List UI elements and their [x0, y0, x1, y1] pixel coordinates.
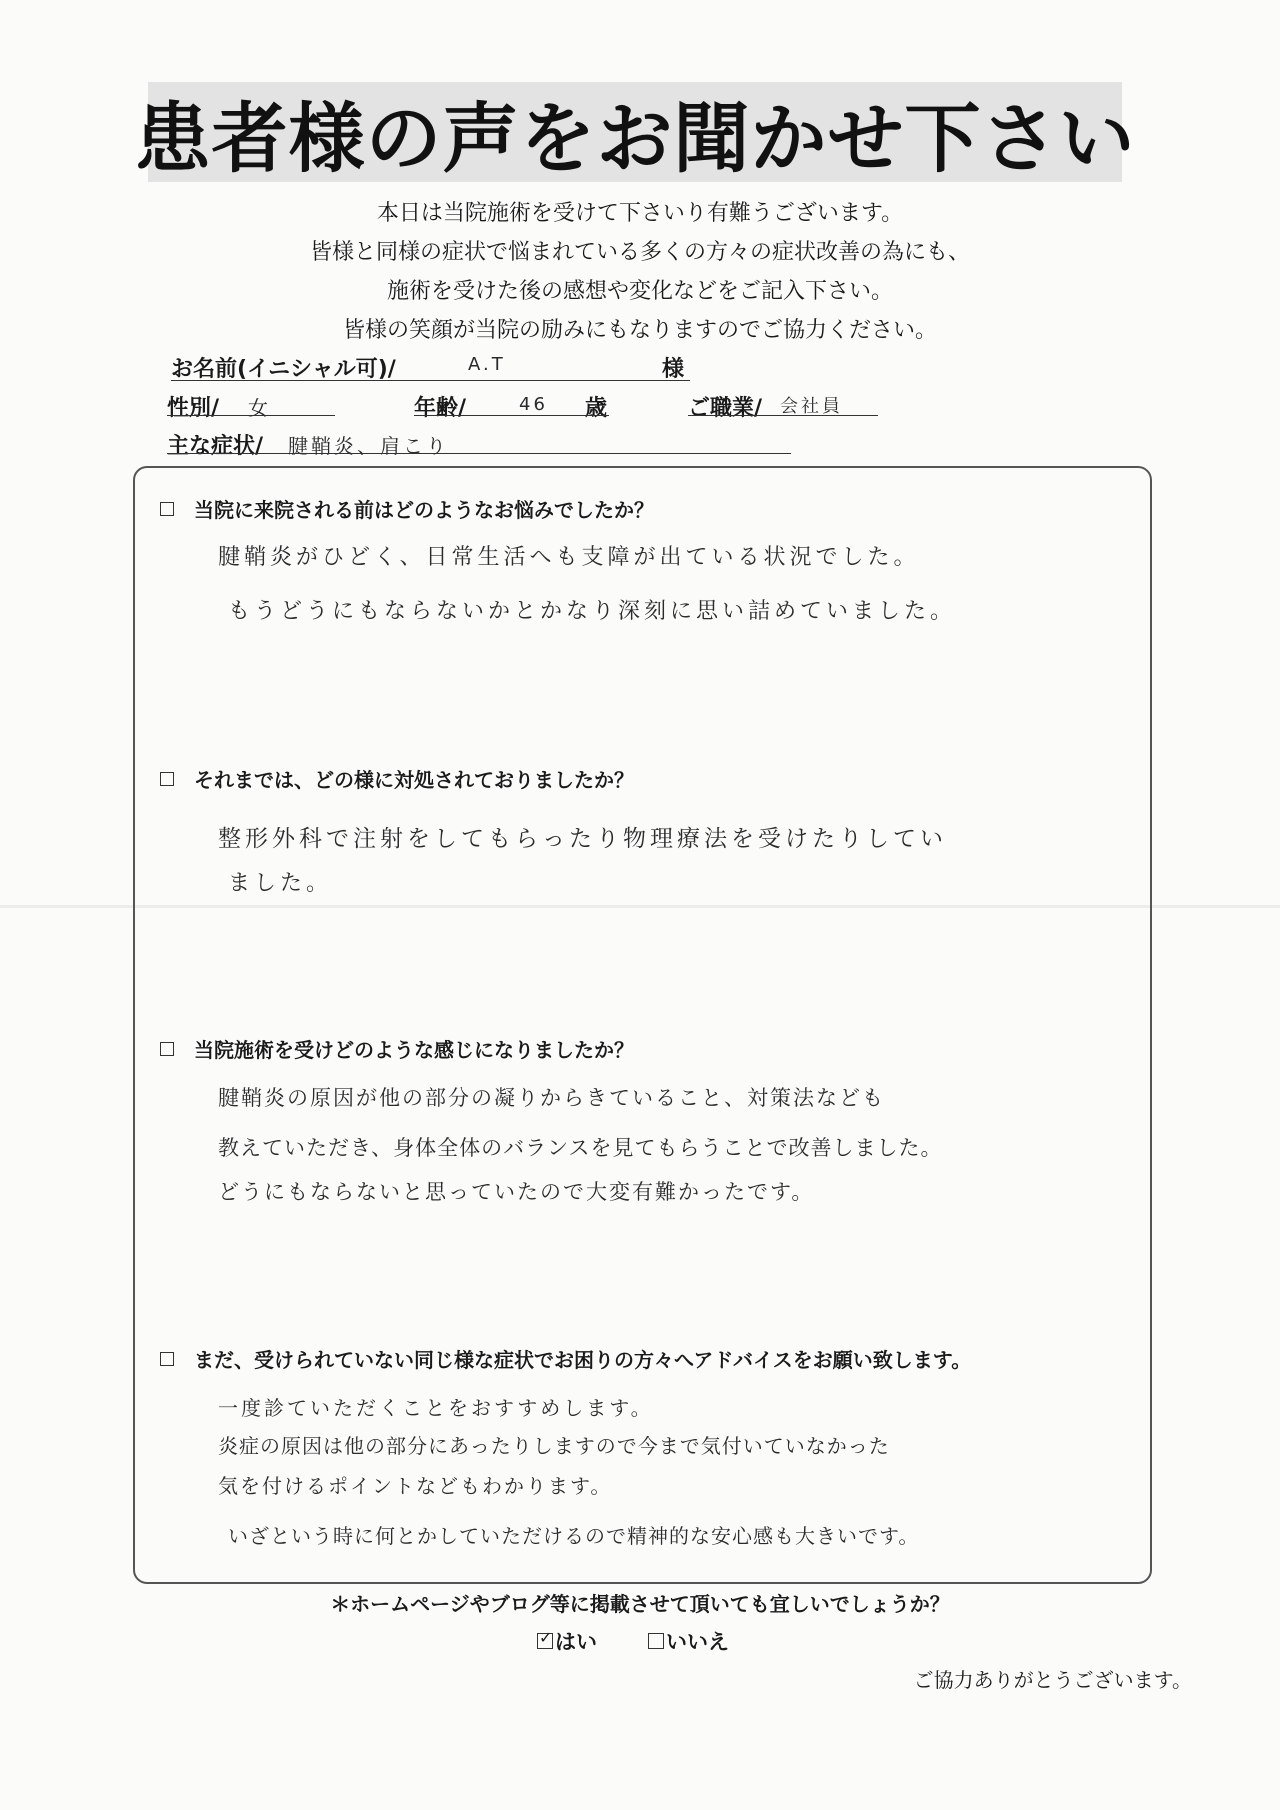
checkbox-icon — [160, 502, 174, 516]
job-underline — [688, 415, 878, 416]
checkmark-icon: ✓ — [539, 1628, 553, 1647]
answer-2-line: 整形外科で注射をしてもらったり物理療法を受けたりしてい — [218, 826, 947, 852]
checkbox-icon — [160, 1042, 174, 1056]
gender-label: 性別/ — [167, 396, 220, 421]
consent-yes-label: はい — [555, 1630, 597, 1654]
intro-line: 本日は当院施術を受けて下さいり有難うございます。 — [376, 201, 904, 226]
answer-4-line: 一度診ていただくことをおすすめします。 — [218, 1396, 654, 1420]
symptom-underline — [167, 453, 791, 454]
question-2-label: それまでは、どの様に対処されておりましたか？ — [194, 768, 634, 792]
answer-2-line: ました。 — [228, 871, 333, 896]
checkbox-icon — [160, 772, 174, 786]
intro-line: 皆様の笑顔が当院の励みにもなりますのでご協力ください。 — [342, 318, 937, 343]
consent-no-label: いいえ — [666, 1630, 729, 1654]
job-value: 会社員 — [780, 396, 843, 417]
question-3 — [160, 1034, 634, 1063]
answer-3-line: 腱鞘炎の原因が他の部分の凝りからきていること、対策法なども — [218, 1086, 885, 1110]
question-3-label: 当院施術を受けどのような感じになりましたか？ — [194, 1038, 634, 1062]
name-suffix: 様 — [662, 357, 685, 382]
question-1 — [160, 494, 654, 523]
gender-underline — [167, 415, 335, 416]
page-title: 患者様の声をお聞かせ下さい — [134, 93, 1136, 183]
question-4 — [160, 1344, 971, 1373]
checkbox-icon[interactable] — [648, 1633, 664, 1649]
consent-yes-option[interactable] — [537, 1626, 597, 1656]
checkbox-checked-icon[interactable] — [537, 1628, 553, 1649]
age-suffix: 歳 — [585, 396, 608, 421]
question-2 — [160, 764, 634, 793]
answer-3-line: 教えていただき、身体全体のバランスを見てもらうことで改善しました。 — [218, 1136, 943, 1160]
answer-1-line: 腱鞘炎がひどく、日常生活へも支障が出ている状況でした。 — [218, 545, 920, 570]
answer-1-line: もうどうにもならないかとかなり深刻に思い詰めていました。 — [228, 599, 957, 624]
consent-no-option[interactable] — [648, 1626, 729, 1656]
answer-4-line: 気を付けるポイントなどもわかります。 — [218, 1474, 613, 1498]
job-label: ご職業/ — [688, 396, 763, 421]
name-value: A.T — [468, 354, 506, 375]
question-1-label: 当院に来院される前はどのようなお悩みでしたか？ — [194, 498, 654, 522]
intro-line: 施術を受けた後の感想や変化などをご記入下さい。 — [386, 279, 893, 304]
name-label: お名前(イニシャル可)/ — [171, 357, 396, 382]
symptom-value: 腱鞘炎、肩こり — [288, 434, 449, 458]
answer-3-line: どうにもならないと思っていたので大変有難かったです。 — [218, 1180, 815, 1204]
name-underline — [171, 380, 690, 381]
thanks-text: ご協力ありがとうございます。 — [913, 1668, 1192, 1692]
consent-question: ＊ホームページやブログ等に掲載させて頂いても宜しいでしょうか？ — [330, 1592, 950, 1616]
question-4-label: まだ、受けられていない同じ様な症状でお困りの方々へアドバイスをお願い致します。 — [194, 1348, 972, 1372]
answer-4-line: いざという時に何とかしていただけるので精神的な安心感も大きいです。 — [228, 1524, 920, 1548]
answer-4-line: 炎症の原因は他の部分にあったりしますので今まで気付いていなかった — [218, 1434, 890, 1458]
symptom-label: 主な症状/ — [167, 434, 264, 459]
age-underline — [414, 415, 609, 416]
age-label: 年齢/ — [414, 396, 467, 421]
age-value: 46 — [519, 394, 548, 415]
title-band — [134, 82, 1136, 183]
checkbox-icon — [160, 1352, 174, 1366]
intro-line: 皆様と同様の症状で悩まれている多くの方々の症状改善の為にも、 — [309, 240, 970, 265]
gender-value: 女 — [248, 396, 271, 420]
